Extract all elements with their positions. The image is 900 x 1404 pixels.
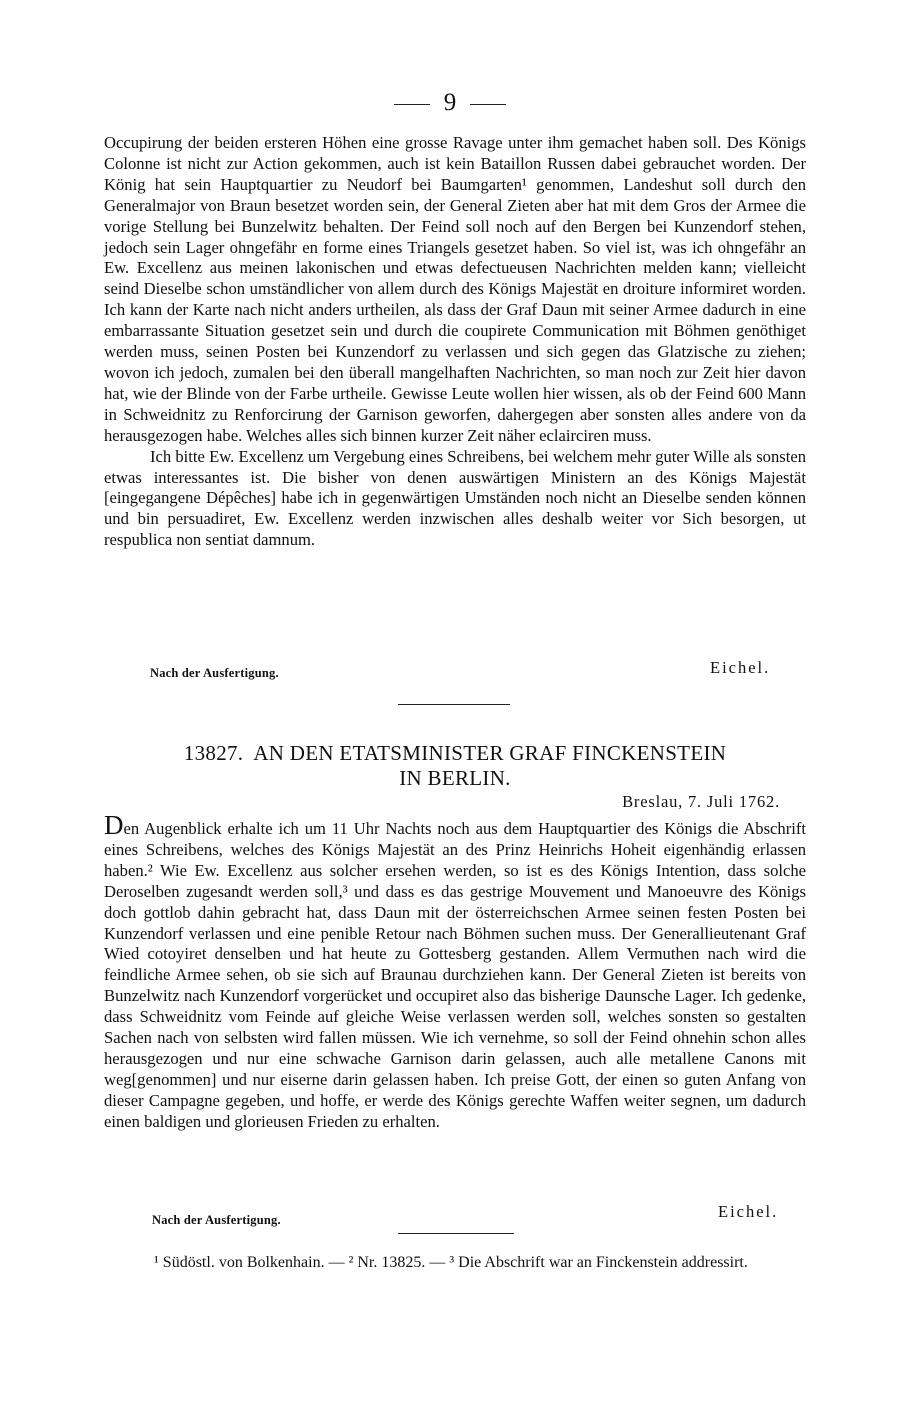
- left-rule: [394, 104, 430, 105]
- letter2-paragraph: [104, 810, 806, 1133]
- dropcap: D: [104, 810, 124, 840]
- letter2-text: en Augenblick erhalte ich um 11 Uhr Nachts noch aus dem Hauptquartier des Königs die Abschrift eines Schreibens, welches des Königs Majestät an des Prinz Heinrichs Hoheit eigenhändig erlassen haben.² Wie Ew. Excellenz aus solcher ersehen werden, so ist es des Königs Intention, dass solche Deroselben zugesandt werden soll,³ und dass es das gestrige Mouvement und Manoeuvre des Königs doch gottlob dahin gebracht hat, dass Daun mit der österreichschen Armee seinen festen Posten bei Kunzendorf verlassen und eine penible Retour nach Böhmen suchen muss. Der Generallieutenant Graf Wied cotoyiret denselben und hat heute zu Gottesberg gestanden. Allem Vermuthen nach wird die feindliche Armee sehen, ob sie sich auf Braunau durchziehen kann. Der General Zieten ist bereits von Bunzelwitz nach Kunzendorf vorgerücket und occupiret also das bisherige Daunsche Lager. Ich gedenke, dass Schweidnitz vom Feinde auf gleiche Weise verlassen werden soll, welches sonsten so gestalten Sachen nach von selbsten wird fallen müssen. Wie ich vernehme, so soll der Feind ohnehin schon alles herausgezogen und nur eine schwache Garnison darin gelassen, auch alle metallene Canons mit weg[genommen] und nur eiserne darin gelassen haben. Ich preise Gott, der einen so guten Anfang von dieser Campagne gegeben, und hoffe, er werde des Königs gerechte Waffen weiter segnen, um dadurch einen baldigen und glorieusen Frieden zu erhalten.: [104, 819, 806, 1131]
- place: Breslau,: [622, 792, 684, 811]
- letter2-signature: Eichel.: [718, 1202, 779, 1221]
- letter1-paragraph-1: Occupirung der beiden ersteren Höhen eine grosse Ravage unter ihm gemachet haben soll. Des Königs Colonne ist nicht zur Action gekommen, auch ist kein Bataillon Russen dabei gebrauchet worden. Der König hat sein Hauptquartier zu Neudorf bei Baumgarten¹ genommen, Landeshut soll durch den Generalmajor von Braun besetzet worden sein, der General Zieten aber hat mit dem Gros der Armee die vorige Stellung bei Bunzelwitz behalten. Der Feind soll noch auf den Bergen bei Kunzendorf stehen, jedoch sein Lager ohngefähr en forme eines Triangels gesetzet haben. So viel ist, was ich ohngefähr an Ew. Excellenz aus meinen lakonischen und etwas defectueusen Nachrichten melden kann; vielleicht seind Dieselbe schon umständlicher von allem durch des Königs Majestät en droiture informiret worden. Ich kann der Karte nach nicht anders urtheilen, als dass der Graf Daun mit seiner Armee dadurch in eine embarrassante Situation gesetzet sein und durch die coupirete Communication mit Böhmen genöthiget werden muss, seinen Posten bei Kunzendorf zu verlassen und sich gegen das Glatzische zu ziehen; wovon ich jedoch, zumalen bei den überall mangelhaften Nachrichten, so man noch zur Zeit hier davon hat, wie der Blinde von der Farbe urtheile. Gewisse Leute wollen hier wissen, als ob der Feind 600 Mann in Schweidnitz zu Renforcirung der Garnison geworfen, dahergegen aber sonsten alles andere von da herausgezogen habe. Welches alles sich binnen kurzer Zeit näher eclairciren muss.: [104, 133, 806, 445]
- letter1-signature: Eichel.: [710, 658, 771, 677]
- letter1-source-note: Nach der Ausfertigung.: [150, 666, 279, 680]
- page-number: [0, 88, 900, 118]
- letter2-heading: [104, 741, 806, 791]
- letter1-paragraph-2: Ich bitte Ew. Excellenz um Vergebung eines Schreibens, bei welchem mehr guter Wille als sonsten etwas interessantes ist. Die bisher von denen auswärtigen Ministern an des Königs Majestät [eingegangene Dépêches] habe ich in gegenwärtigen Umständen noch nicht an Dieselbe senden können und bin persuadiret, Ew. Excellenz werden inzwischen alles deshalb weiter vor Sich besorgen, ut respublica non sentiat damnum.: [104, 446, 806, 550]
- addressee: AN DEN ETATSMINISTER GRAF FINCKENSTEIN: [253, 741, 727, 765]
- date: 7. Juli 1762.: [688, 792, 780, 811]
- section-divider: [398, 704, 510, 705]
- letter-number: 13827.: [183, 741, 244, 765]
- letter2-body: [104, 810, 806, 1133]
- footnote-divider: [398, 1233, 514, 1234]
- letter1-body: [104, 133, 806, 551]
- letter2-heading-line2: IN BERLIN.: [399, 766, 511, 790]
- footnotes: ¹ Südöstl. von Bolkenhain. — ² Nr. 13825. — ³ Die Abschrift war an Finckenstein addressirt.: [154, 1254, 748, 1271]
- page-number-value: 9: [443, 89, 457, 116]
- right-rule: [470, 104, 506, 105]
- dateline: [104, 792, 780, 812]
- letter2-heading-line1: [104, 741, 806, 766]
- letter2-source-note: Nach der Ausfertigung.: [152, 1213, 281, 1227]
